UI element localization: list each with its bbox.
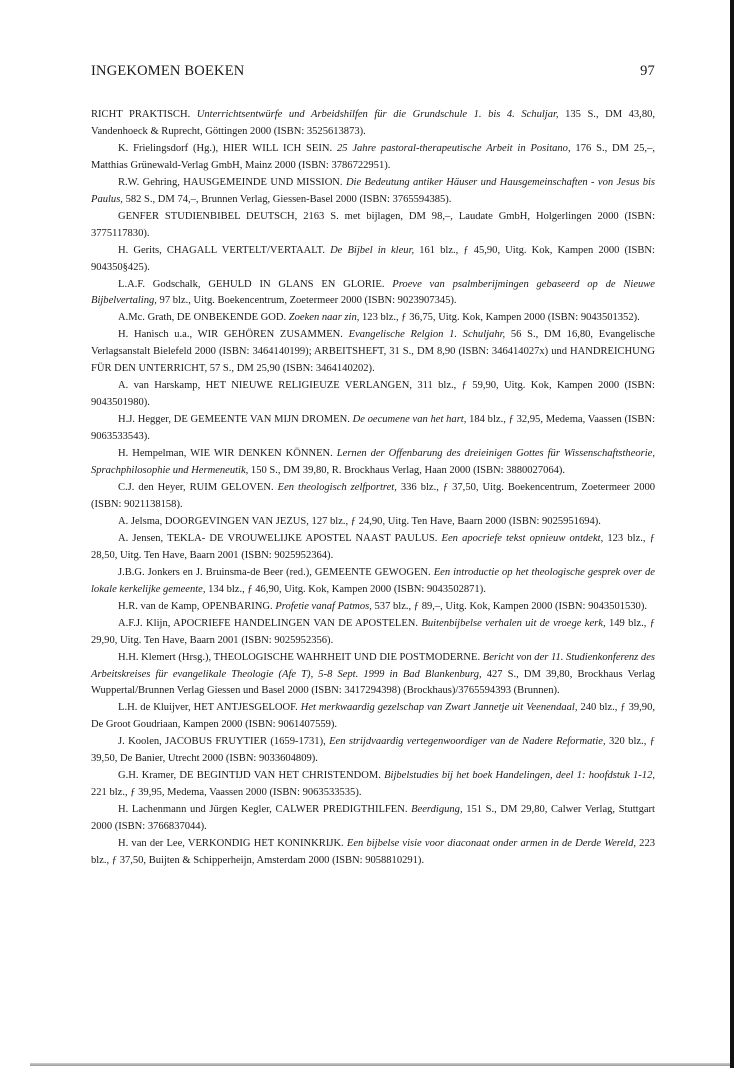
book-entry: L.H. de Kluijver, HET ANTJESGELOOF. Het merkwaardig gezelschap van Zwart Jannetje uit Veenendaal, 240 blz., ƒ 39,90, De Groot Goudriaan, Kampen 2000 (ISBN: 9061407559). bbox=[91, 702, 655, 731]
book-entry: C.J. den Heyer, RUIM GELOVEN. Een theologisch zelfportret, 336 blz., ƒ 37,50, Uitg. Boekencentrum, Zoetermeer 2000 (ISBN: 9021138158). bbox=[91, 481, 656, 510]
book-entry: H.R. van de Kamp, OPENBARING. Profetie vanaf Patmos, 537 blz., ƒ 89,–, Uitg. Kok, Kampen 2000 (ISBN: 9043501530). bbox=[118, 600, 647, 612]
book-entry: H. van der Lee, VERKONDIG HET KONINKRIJK. Een bijbelse visie voor diaconaat onder armen in de Derde Wereld, 223 blz., ƒ 37,50, Buijten & Schipperheijn, Amsterdam 2000 (ISBN: 9058810291). bbox=[91, 838, 655, 866]
book-entry: A. Jensen, TEKLA- DE VROUWELIJKE APOSTEL NAAST PAULUS. Een apocriefe tekst opnieuw ontdekt, 123 blz., ƒ 28,50, Uitg. Ten Have, Baarn 2001 (ISBN: 9025952364). bbox=[91, 532, 655, 561]
book-entry: H. Lachenmann und Jürgen Kegler, CALWER PREDIGTHILFEN. Beerdigung, 151 S., DM 29,80, Calwer Verlag, Stuttgart 2000 (ISBN: 3766837044). bbox=[91, 804, 655, 833]
book-entry: J.B.G. Jonkers en J. Bruinsma-de Beer (red.), GEMEENTE GEWOGEN. Een introductie op het theologische gesprek over de lokale kerkelijke gemeente, 134 blz., ƒ 46,90, Uitg. Kok, Kampen 2000 (ISBN: 9043502871). bbox=[91, 566, 655, 595]
book-entry: RICHT PRAKTISCH. Unterrichtsentwürfe und Arbeidshilfen für die Grundschule 1. bis 4. Schuljar, 135 S., DM 43,80, Vandenhoeck & Ruprecht, Göttingen 2000 (ISBN: 3525613873). bbox=[91, 109, 656, 137]
book-entry: H. Hempelman, WIE WIR DENKEN KÖNNEN. Lernen der Offenbarung des dreieinigen Gottes für Wissenschaftstheorie, Sprachphilosophie und Hermeneutik, 150 S., DM 39,80, R. Brockhaus Verlag, Haan 2000 (ISBN: 3880027064). bbox=[91, 448, 655, 476]
book-entry: H. Gerits, CHAGALL VERTELT/VERTAALT. De Bijbel in kleur, 161 blz., ƒ 45,90, Uitg. Kok, Kampen 2000 (ISBN: 904350§425). bbox=[91, 244, 655, 273]
page-bottom-edge bbox=[30, 1063, 730, 1066]
book-entry: H.H. Klemert (Hrsg.), THEOLOGISCHE WAHRHEIT UND DIE POSTMODERNE. Bericht von der 11. Studienkonferenz des Arbeitskreises für evangelikale Theologie (Afe T), 5-8 Sept. 1999 in Bad Blankenburg, 427 S., DM 39,80, Brockhaus Verlag Wuppertal/Brunnen Verlag Giessen und Basel 2000 (ISBN: 3417294398) (Brockhaus)/3765594393 (Brunnen). bbox=[91, 651, 655, 697]
book-entry: K. Frielingsdorf (Hg.), HIER WILL ICH SEIN. 25 Jahre pastoral-therapeutische Arbeit in Positano, 176 S., DM 25,–, Matthias Grünewald-Verlag GmbH, Mainz 2000 (ISBN: 3786722951). bbox=[91, 142, 655, 171]
book-entry: J. Koolen, JACOBUS FRUYTIER (1659-1731), Een strijdvaardig vertegenwoordiger van de Nadere Reformatie, 320 blz., ƒ 39,50, De Banier, Utrecht 2000 (ISBN: 9033604809). bbox=[91, 736, 655, 765]
page-edge-shadow bbox=[730, 0, 734, 1068]
book-entry: H. Hanisch u.a., WIR GEHÖREN ZUSAMMEN. Evangelische Relgion 1. Schuljahr, 56 S., DM 16,80, Evangelische Verlagsanstalt Bielefeld 2000 (ISBN: 3464140199); ARBEITSHEFT, 31 S., DM 8,90 (ISBN: 346414027x) und HANDREICHUNG FÜR DEN UNTERRICHT, 57 S., DM 25,90 (ISBN: 3464140202). bbox=[91, 329, 655, 375]
book-entry: A.Mc. Grath, DE ONBEKENDE GOD. Zoeken naar zin, 123 blz., ƒ 36,75, Uitg. Kok, Kampen 2000 (ISBN: 9043501352). bbox=[118, 312, 640, 324]
book-entry: A. van Harskamp, HET NIEUWE RELIGIEUZE VERLANGEN, 311 blz., ƒ 59,90, Uitg. Kok, Kampen 2000 (ISBN: 9043501980). bbox=[91, 380, 655, 409]
running-head bbox=[91, 63, 655, 80]
book-entry: A. Jelsma, DOORGEVINGEN VAN JEZUS, 127 blz., ƒ 24,90, Uitg. Ten Have, Baarn 2000 (ISBN: 9025951694). bbox=[118, 515, 601, 527]
section-title: INGEKOMEN BOEKEN bbox=[91, 63, 245, 79]
book-entry: GENFER STUDIENBIBEL DEUTSCH, 2163 S. met bijlagen, DM 98,–, Laudate GmbH, Holgerlingen 2000 (ISBN: 3775117830). bbox=[91, 210, 655, 239]
page-number: 97 bbox=[640, 63, 655, 79]
book-entry: H.J. Hegger, DE GEMEENTE VAN MIJN DROMEN. De oecumene van het hart, 184 blz., ƒ 32,95, Medema, Vaassen (ISBN: 9063533543). bbox=[91, 414, 655, 443]
book-entry: L.A.F. Godschalk, GEHULD IN GLANS EN GLORIE. Proeve van psalmberijmingen gebaseerd op de Nieuwe Bijbelvertaling, 97 blz., Uitg. Boekencentrum, Zoetermeer 2000 (ISBN: 9023907345). bbox=[91, 278, 655, 307]
book-entry: G.H. Kramer, DE BEGINTIJD VAN HET CHRISTENDOM. Bijbelstudies bij het boek Handelingen, deel 1: hoofdstuk 1-12, 221 blz., ƒ 39,95, Medema, Vaassen 2000 (ISBN: 9063533535). bbox=[91, 770, 655, 799]
book-entry: R.W. Gehring, HAUSGEMEINDE UND MISSION. Die Bedeutung antiker Häuser und Hausgemeinschaften - von Jesus bis Paulus, 582 S., DM 74,–, Brunnen Verlag, Giessen-Basel 2000 (ISBN: 3765594385). bbox=[91, 176, 656, 205]
book-list bbox=[91, 107, 655, 870]
book-entry: A.F.J. Klijn, APOCRIEFE HANDELINGEN VAN DE APOSTELEN. Buitenbijbelse verhalen uit de vroege kerk, 149 blz., ƒ 29,90, Uitg. Ten Have, Baarn 2001 (ISBN: 9025952356). bbox=[91, 617, 655, 646]
